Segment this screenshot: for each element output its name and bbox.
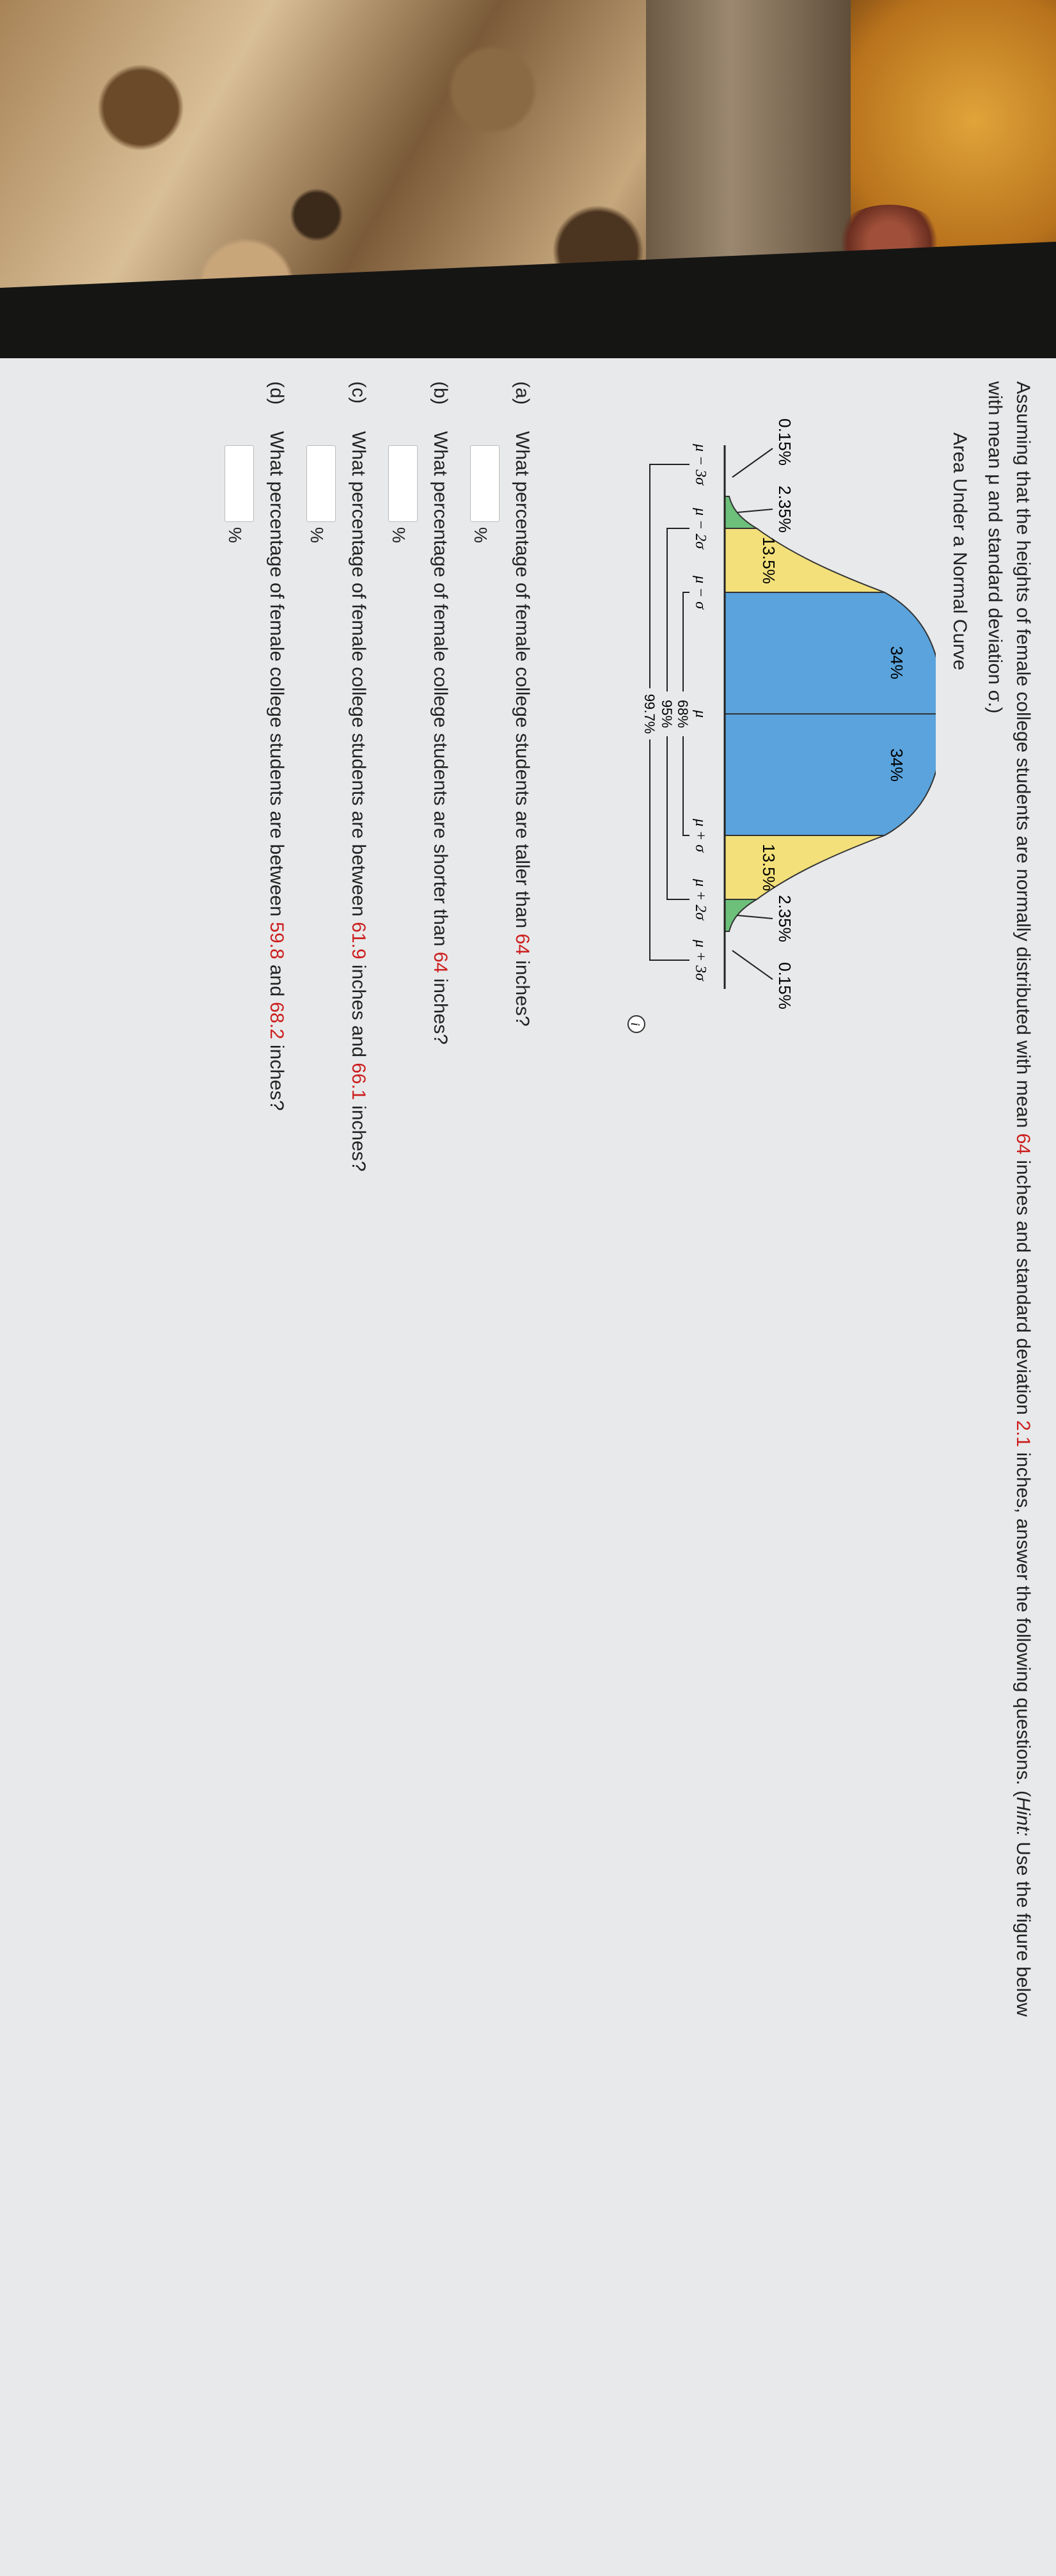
- question-text: inches?: [266, 1039, 287, 1111]
- pct-mid-left: 13.5%: [759, 537, 778, 584]
- question-label: (c): [348, 381, 369, 404]
- bracket-68: [683, 592, 690, 691]
- question-text: inches?: [430, 973, 451, 1045]
- bracket-95-right: [667, 736, 690, 899]
- answer-input-b[interactable]: [388, 445, 418, 522]
- bracket-68-right: [683, 736, 690, 835]
- axis-label-mu: μ: [692, 709, 709, 718]
- question-text: inches?: [348, 1100, 369, 1172]
- rule-68-label: 68%: [675, 699, 691, 729]
- axis-label-mu-plus-2sigma: μ + 2σ: [692, 878, 709, 921]
- info-icon-glyph: i: [628, 1022, 642, 1026]
- axis-label-mu-plus-3sigma: μ + 3σ: [692, 939, 709, 981]
- rule-95-label: 95%: [659, 699, 675, 729]
- normal-curve-figure: [552, 381, 936, 1123]
- tail-arrow-right: [732, 951, 773, 979]
- percent-unit: %: [225, 527, 245, 543]
- bracket-95: [667, 528, 690, 691]
- rule-997-label: 99.7%: [642, 693, 658, 734]
- question-screen: [0, 358, 1056, 2576]
- question-value: 64: [512, 933, 533, 955]
- question-value: 68.2: [266, 1002, 287, 1039]
- pct-tail-right: 0.15%: [775, 962, 794, 1009]
- question-text: What percentage of female college students are between: [266, 431, 287, 922]
- question-value: 61.9: [348, 922, 369, 960]
- intro-text: Assuming that the heights of female college students are normally distributed with mean: [1013, 381, 1034, 1134]
- percent-unit: %: [307, 527, 327, 543]
- mean-value: 64: [1013, 1133, 1034, 1155]
- answer-input-c[interactable]: [306, 445, 336, 522]
- outer-arrow-left: [737, 509, 773, 512]
- figure-title: Area Under a Normal Curve: [949, 432, 970, 670]
- answer-input-a[interactable]: [470, 445, 500, 522]
- problem-statement: [981, 381, 1037, 2550]
- axis-label-mu-minus-3sigma: μ − 3σ: [692, 443, 709, 486]
- outer-arrow-right: [737, 915, 773, 919]
- question-text: and: [266, 959, 287, 1002]
- axis-label-mu-minus-2sigma: μ − 2σ: [692, 507, 709, 549]
- intro-text-line2: with mean μ and standard deviation σ.): [984, 381, 1005, 714]
- question-text: What percentage of female college students are between: [348, 431, 369, 922]
- intro-text: Use the figure below: [1013, 1836, 1034, 2017]
- tail-arrow-left: [732, 448, 773, 477]
- hint-label: Hint:: [1013, 1796, 1034, 1837]
- question-text: inches?: [512, 954, 533, 1027]
- intro-text: inches, answer the following questions. (: [1013, 1447, 1034, 1797]
- question-label: (a): [512, 381, 533, 405]
- pct-mid-right: 13.5%: [759, 844, 778, 891]
- normal-curve-svg: [552, 381, 936, 1123]
- percent-unit: %: [389, 527, 409, 543]
- question-a: [470, 381, 533, 2550]
- question-text: inches and: [348, 959, 369, 1063]
- sd-value: 2.1: [1013, 1420, 1034, 1448]
- pct-tail-left: 0.15%: [775, 418, 794, 466]
- pct-center-left: 34%: [887, 645, 906, 680]
- question-text: What percentage of female college students are shorter than: [430, 431, 451, 952]
- question-value: 59.8: [266, 922, 287, 960]
- question-value: 64: [430, 951, 451, 974]
- axis-label-mu-minus-sigma: μ − σ: [692, 575, 709, 610]
- question-d: [225, 381, 287, 2550]
- question-text: What percentage of female college students are taller than: [512, 431, 533, 934]
- axis-label-mu-plus-sigma: μ + σ: [692, 818, 709, 853]
- question-c: [306, 381, 369, 2550]
- question-label: (b): [430, 381, 451, 405]
- pct-center-right: 34%: [887, 748, 906, 782]
- mid-region-left: [725, 528, 885, 592]
- intro-text: inches and standard deviation: [1013, 1155, 1034, 1421]
- pct-outer-right: 2.35%: [775, 895, 794, 942]
- pct-outer-left: 2.35%: [775, 486, 794, 533]
- question-b: [388, 381, 451, 2550]
- question-value: 66.1: [348, 1063, 369, 1100]
- mid-region-right: [725, 835, 885, 899]
- question-label: (d): [266, 381, 287, 405]
- percent-unit: %: [471, 527, 491, 543]
- answer-input-d[interactable]: [225, 445, 254, 522]
